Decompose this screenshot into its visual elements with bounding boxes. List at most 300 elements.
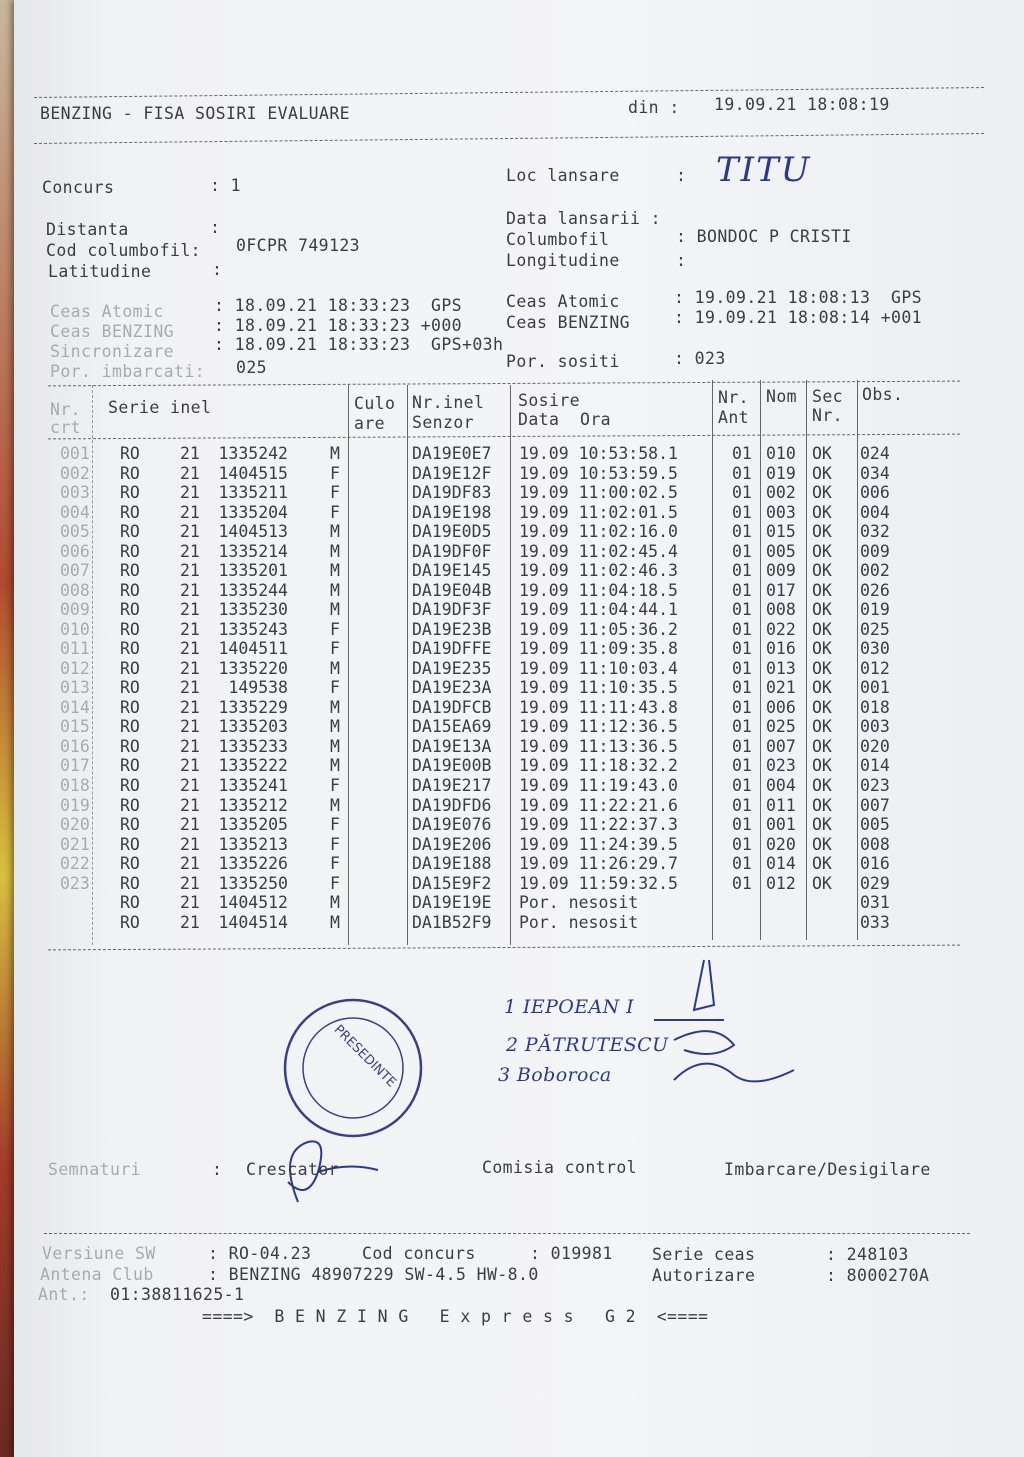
sincronizare-value: : 18.09.21 18:33:23 GPS+03h [214,335,504,354]
row-obs: 019 [860,600,890,620]
row-nr: 014 [60,697,90,717]
row-year: 21 [180,776,200,795]
row-security: OK [812,483,832,503]
row-year: 21 [180,678,200,698]
row-obs: 034 [860,463,890,483]
row-country: RO [120,912,140,932]
row-nom: 012 [766,873,796,893]
distanta-label: Distanta [46,220,129,239]
row-nr: 019 [60,795,90,815]
row-year: 21 [180,873,200,893]
row-sex: M [330,717,340,737]
row-sex: M [330,795,340,815]
row-sensor: DA1B52F9 [412,912,492,932]
row-sex: M [330,541,340,561]
row-arrival: 19.09 11:05:36.2 [519,619,678,639]
porumbei-imbarcati-label: Por. imbarcati: [50,362,206,381]
row-arrival: 19.09 11:11:43.8 [519,697,678,717]
row-year: 21 [180,717,200,737]
serie-ceas-label: Serie ceas [652,1245,756,1264]
row-ring-number: 1404513 [218,522,288,542]
row-security: OK [812,639,832,659]
row-country: RO [120,697,140,717]
col-divider-culoare [407,385,408,945]
row-country: RO [120,717,140,737]
row-sex: F [330,463,340,483]
row-sex: F [330,619,340,639]
col-header-sosire: Sosire [518,391,581,410]
row-year: 21 [180,736,200,756]
row-nom: 011 [766,795,796,815]
row-sex: F [330,776,340,795]
ceas-benzing-label: Ceas BENZING [50,322,175,341]
row-sensor: DA19DF83 [412,483,492,503]
col-divider-senzor [510,385,511,945]
row-sex: M [330,580,340,600]
row-arrival: 19.09 11:22:37.3 [519,815,678,835]
row-year: 21 [180,541,200,561]
row-ring-number: 1335203 [218,717,288,737]
row-ring-number: 1404511 [218,639,288,659]
row-nr: 003 [60,483,90,503]
col-header-nom: Nom [766,387,798,406]
row-antenna: 01 [732,717,752,737]
row-obs: 020 [860,736,890,756]
col-header-crt: crt [50,418,82,437]
loc-lansare-handwritten: TITU [716,150,812,190]
ceas-benzing-value: : 18.09.21 18:33:23 +000 [214,316,463,335]
col-divider-nr [92,385,93,945]
row-arrival: 19.09 11:00:02.5 [519,483,678,503]
row-antenna: 01 [732,678,752,698]
row-year: 21 [180,795,200,815]
row-obs: 024 [860,444,890,463]
row-arrival: 19.09 11:02:46.3 [519,561,678,581]
longitudine-sep: : [676,251,687,270]
row-arrival: 19.09 11:04:44.1 [519,600,678,620]
row-sensor: DA19DF3F [412,600,492,620]
row-sensor: DA19E0E7 [412,444,492,463]
row-arrival: 19.09 11:26:29.7 [519,854,678,874]
row-security: OK [812,561,832,581]
row-antenna: 01 [732,561,752,581]
row-year: 21 [180,912,200,932]
commission-member-3: 3 Boboroca [498,1064,612,1086]
col-header-serie: Serie inel [108,398,212,417]
commission-signature [614,950,814,1100]
row-nr: 008 [60,580,90,600]
row-country: RO [120,854,140,874]
cod-columbofil-value: 0FCPR 749123 [236,236,361,255]
row-sensor: DA19E145 [412,561,492,581]
row-obs: 018 [860,697,890,717]
antena-club-label: Antena Club [40,1265,154,1284]
row-country: RO [120,795,140,815]
row-ring-number: 1335242 [218,444,288,463]
row-antenna: 01 [732,483,752,503]
row-sex: M [330,600,340,620]
row-ring-number: 1335244 [218,580,288,600]
row-security: OK [812,600,832,620]
row-security: OK [812,873,832,893]
row-antenna: 01 [732,834,752,854]
row-security: OK [812,756,832,776]
semnaturi-sep: : [212,1160,223,1179]
row-year: 21 [180,580,200,600]
row-security: OK [812,541,832,561]
row-security: OK [812,502,832,522]
row-sensor: DA19E19E [412,893,492,913]
row-ring-number: 1404515 [218,463,288,483]
row-country: RO [120,580,140,600]
row-country: RO [120,502,140,522]
latitudine-label: Latitudine [48,262,152,281]
col-header-sec-2: Nr. [812,406,844,425]
comisia-control-label: Comisia control [482,1158,638,1177]
row-sex: M [330,561,340,581]
col-header-senzor: Senzor [412,413,475,432]
row-antenna: 01 [732,756,752,776]
row-sex: F [330,639,340,659]
row-nr: 004 [60,502,90,522]
row-year: 21 [180,444,200,463]
autorizare-value: : 8000270A [826,1266,930,1285]
row-nom: 005 [766,541,796,561]
cod-columbofil-label: Cod columbofil: [46,241,202,260]
row-nr: 002 [60,463,90,483]
row-antenna: 01 [732,639,752,659]
row-obs: 006 [860,483,890,503]
row-country: RO [120,600,140,620]
row-ring-number: 1335243 [218,619,288,639]
col-header-obs: Obs. [862,385,904,404]
porumbei-imbarcati-value: 025 [236,358,268,377]
commission-member-2: 2 PĂTRUTESCU [506,1034,669,1056]
row-antenna: 01 [732,600,752,620]
row-arrival: 19.09 11:10:03.4 [519,658,678,678]
row-sex: M [330,697,340,717]
row-country: RO [120,541,140,561]
row-arrival: 19.09 11:24:39.5 [519,834,678,854]
autorizare-label: Autorizare [652,1266,756,1285]
row-ring-number: 1335230 [218,600,288,620]
row-sensor: DA19E076 [412,815,492,835]
row-sensor: DA19DFD6 [412,795,492,815]
row-country: RO [120,736,140,756]
row-obs: 031 [860,893,890,913]
row-ring-number: 1335250 [218,873,288,893]
row-security: OK [812,619,832,639]
row-country: RO [120,834,140,854]
col-header-sec-1: Sec [812,387,844,406]
col-divider-sosire [712,380,713,940]
row-sex: F [330,815,340,835]
footer-border [44,1233,970,1234]
row-obs: 007 [860,795,890,815]
row-sex: F [330,834,340,854]
row-sensor: DA19DFFE [412,639,492,659]
row-sex: M [330,444,340,463]
col-header-nrant-2: Ant [718,408,750,427]
row-ring-number: 149538 [228,678,288,698]
svg-text:PRESEDINTE: PRESEDINTE [330,1022,399,1091]
row-nr: 017 [60,756,90,776]
row-ring-number: 1335214 [218,541,288,561]
row-sensor: DA15E9F2 [412,873,492,893]
row-nom: 016 [766,639,796,659]
row-country: RO [120,678,140,698]
row-ring-number: 1335222 [218,756,288,776]
row-nr: 023 [60,873,90,893]
row-nom: 023 [766,756,796,776]
row-year: 21 [180,619,200,639]
row-arrival: 19.09 11:18:32.2 [519,756,678,776]
crescator-label: Crescator [246,1160,340,1179]
row-antenna: 01 [732,815,752,835]
row-nr: 020 [60,815,90,835]
row-antenna: 01 [732,658,752,678]
row-sex: M [330,736,340,756]
cod-concurs-value: : 019981 [530,1244,613,1263]
row-nom: 015 [766,522,796,542]
row-obs: 023 [860,776,890,795]
row-antenna: 01 [732,522,752,542]
row-antenna: 01 [732,619,752,639]
row-nr: 018 [60,776,90,795]
row-year: 21 [180,600,200,620]
row-nom: 007 [766,736,796,756]
col-divider-ant [760,380,761,940]
row-country: RO [120,619,140,639]
row-sensor: DA19DF0F [412,541,492,561]
row-security: OK [812,776,832,795]
col-header-nr: Nr. [50,400,82,419]
row-year: 21 [180,463,200,483]
columbofil-value: : BONDOC P CRISTI [676,227,852,246]
columbofil-label: Columbofil [506,230,610,249]
row-nom: 010 [766,444,796,463]
distanta-sep: : [210,218,221,237]
row-arrival: 19.09 11:02:01.5 [519,502,678,522]
row-security: OK [812,717,832,737]
row-country: RO [120,522,140,542]
row-year: 21 [180,522,200,542]
row-nr: 022 [60,854,90,874]
row-arrival: 19.09 11:13:36.5 [519,736,678,756]
row-security: OK [812,580,832,600]
row-nom: 009 [766,561,796,581]
col-divider-serie [348,385,349,945]
row-country: RO [120,639,140,659]
row-ring-number: 1335205 [218,815,288,835]
row-year: 21 [180,561,200,581]
row-nom: 014 [766,854,796,874]
row-sensor: DA19E235 [412,658,492,678]
benzing-express-banner: ====> B E N Z I N G E x p r e s s G 2 <==== [202,1307,709,1326]
row-nom: 020 [766,834,796,854]
row-country: RO [120,756,140,776]
row-obs: 004 [860,502,890,522]
row-sex: F [330,483,340,503]
row-security: OK [812,815,832,835]
row-nom: 001 [766,815,796,835]
row-antenna: 01 [732,795,752,815]
row-obs: 008 [860,834,890,854]
row-country: RO [120,873,140,893]
row-security: OK [812,834,832,854]
row-antenna: 01 [732,776,752,795]
row-year: 21 [180,756,200,776]
row-nr: 001 [60,444,90,463]
ceas-atomic-sosire-label: Ceas Atomic [506,292,620,311]
row-obs: 003 [860,717,890,737]
data-lansarii-label: Data lansarii : [506,209,662,228]
row-nr: 009 [60,600,90,620]
row-nr: 011 [60,639,90,659]
page-title: BENZING - FISA SOSIRI EVALUARE [40,104,351,123]
row-security: OK [812,678,832,698]
row-obs: 030 [860,639,890,659]
row-obs: 014 [860,756,890,776]
row-year: 21 [180,639,200,659]
header-bottom-border [34,133,984,144]
ceas-atomic-label: Ceas Atomic [50,302,164,321]
col-header-are: are [354,414,386,433]
row-sensor: DA19E198 [412,502,492,522]
row-sensor: DA19E188 [412,854,492,874]
row-antenna: 01 [732,502,752,522]
ceas-benzing-sosire-label: Ceas BENZING [506,313,631,332]
row-security: OK [812,463,832,483]
row-sensor: DA19E0D5 [412,522,492,542]
ant-value: 01:38811625-1 [110,1285,245,1304]
ceas-atomic-value: : 18.09.21 18:33:23 GPS [214,296,463,315]
row-antenna: 01 [732,444,752,463]
antena-club-value: : BENZING 48907229 SW-4.5 HW-8.0 [208,1265,539,1284]
cod-concurs-label: Cod concurs [362,1244,476,1263]
row-ring-number: 1335211 [218,483,288,503]
row-ring-number: 1404514 [218,912,288,932]
semnaturi-label: Semnaturi [48,1160,142,1179]
row-nom: 025 [766,717,796,737]
row-arrival: 19.09 10:53:58.1 [519,444,678,463]
row-arrival: 19.09 11:09:35.8 [519,639,678,659]
row-ring-number: 1335204 [218,502,288,522]
row-nom: 017 [766,580,796,600]
col-header-data-ora: Data Ora [518,410,612,429]
porumbei-sositi-label: Por. sositi [506,352,620,371]
row-nr: 005 [60,522,90,542]
col-divider-nom [806,380,807,940]
row-nr: 007 [60,561,90,581]
row-sex: M [330,522,340,542]
row-ring-number: 1404512 [218,893,288,913]
row-security: OK [812,854,832,874]
row-arrival: 19.09 11:19:43.0 [519,776,678,795]
row-security: OK [812,522,832,542]
row-nr: 010 [60,619,90,639]
row-obs: 032 [860,522,890,542]
row-country: RO [120,776,140,795]
row-antenna: 01 [732,736,752,756]
row-nr: 016 [60,736,90,756]
row-arrival: 19.09 11:10:35.5 [519,678,678,698]
row-sex: F [330,854,340,874]
row-country: RO [120,444,140,463]
row-nom: 019 [766,463,796,483]
row-nr: 021 [60,834,90,854]
ceas-atomic-sosire-value: : 19.09.21 18:08:13 GPS [674,288,923,307]
row-security: OK [812,697,832,717]
row-sensor: DA19E206 [412,834,492,854]
row-nr: 015 [60,717,90,737]
row-sensor: DA19E13A [412,736,492,756]
row-sex: M [330,912,340,932]
row-ring-number: 1335229 [218,697,288,717]
row-obs: 012 [860,658,890,678]
row-obs: 001 [860,678,890,698]
row-country: RO [120,893,140,913]
row-year: 21 [180,697,200,717]
row-country: RO [120,463,140,483]
row-sensor: DA19DFCB [412,697,492,717]
row-ring-number: 1335233 [218,736,288,756]
row-sex: F [330,678,340,698]
loc-lansare-sep: : [676,166,687,185]
versiune-value: : RO-04.23 [208,1244,312,1263]
row-nr: 013 [60,678,90,698]
row-year: 21 [180,854,200,874]
row-year: 21 [180,502,200,522]
row-year: 21 [180,815,200,835]
porumbei-sositi-value: : 023 [674,349,726,368]
row-year: 21 [180,834,200,854]
row-arrival: 19.09 11:22:21.6 [519,795,678,815]
table-header-border [48,434,960,440]
row-nr: 012 [60,658,90,678]
row-sensor: DA15EA69 [412,717,492,737]
row-sex: M [330,658,340,678]
row-year: 21 [180,893,200,913]
row-obs: 002 [860,561,890,581]
row-antenna: 01 [732,463,752,483]
col-header-nrant-1: Nr. [718,388,750,407]
sincronizare-label: Sincronizare [50,342,175,361]
row-security: OK [812,658,832,678]
concurs-label: Concurs [42,178,115,197]
loc-lansare-label: Loc lansare [506,166,620,185]
row-nom: 006 [766,697,796,717]
row-arrival: 19.09 11:02:45.4 [519,541,678,561]
col-header-culo: Culo [354,394,396,413]
row-nom: 002 [766,483,796,503]
date-label: din : [628,98,680,117]
row-security: OK [812,795,832,815]
print-date: 19.09.21 18:08:19 [714,95,890,114]
col-divider-sec [857,380,858,940]
row-ring-number: 1335212 [218,795,288,815]
row-antenna: 01 [732,541,752,561]
row-sensor: DA19E00B [412,756,492,776]
row-obs: 025 [860,619,890,639]
row-nom: 003 [766,502,796,522]
col-header-nrinel: Nr.inel [412,393,485,412]
row-sex: M [330,893,340,913]
row-nom: 021 [766,678,796,698]
row-obs: 033 [860,912,890,932]
row-security: OK [812,736,832,756]
row-sex: M [330,756,340,776]
